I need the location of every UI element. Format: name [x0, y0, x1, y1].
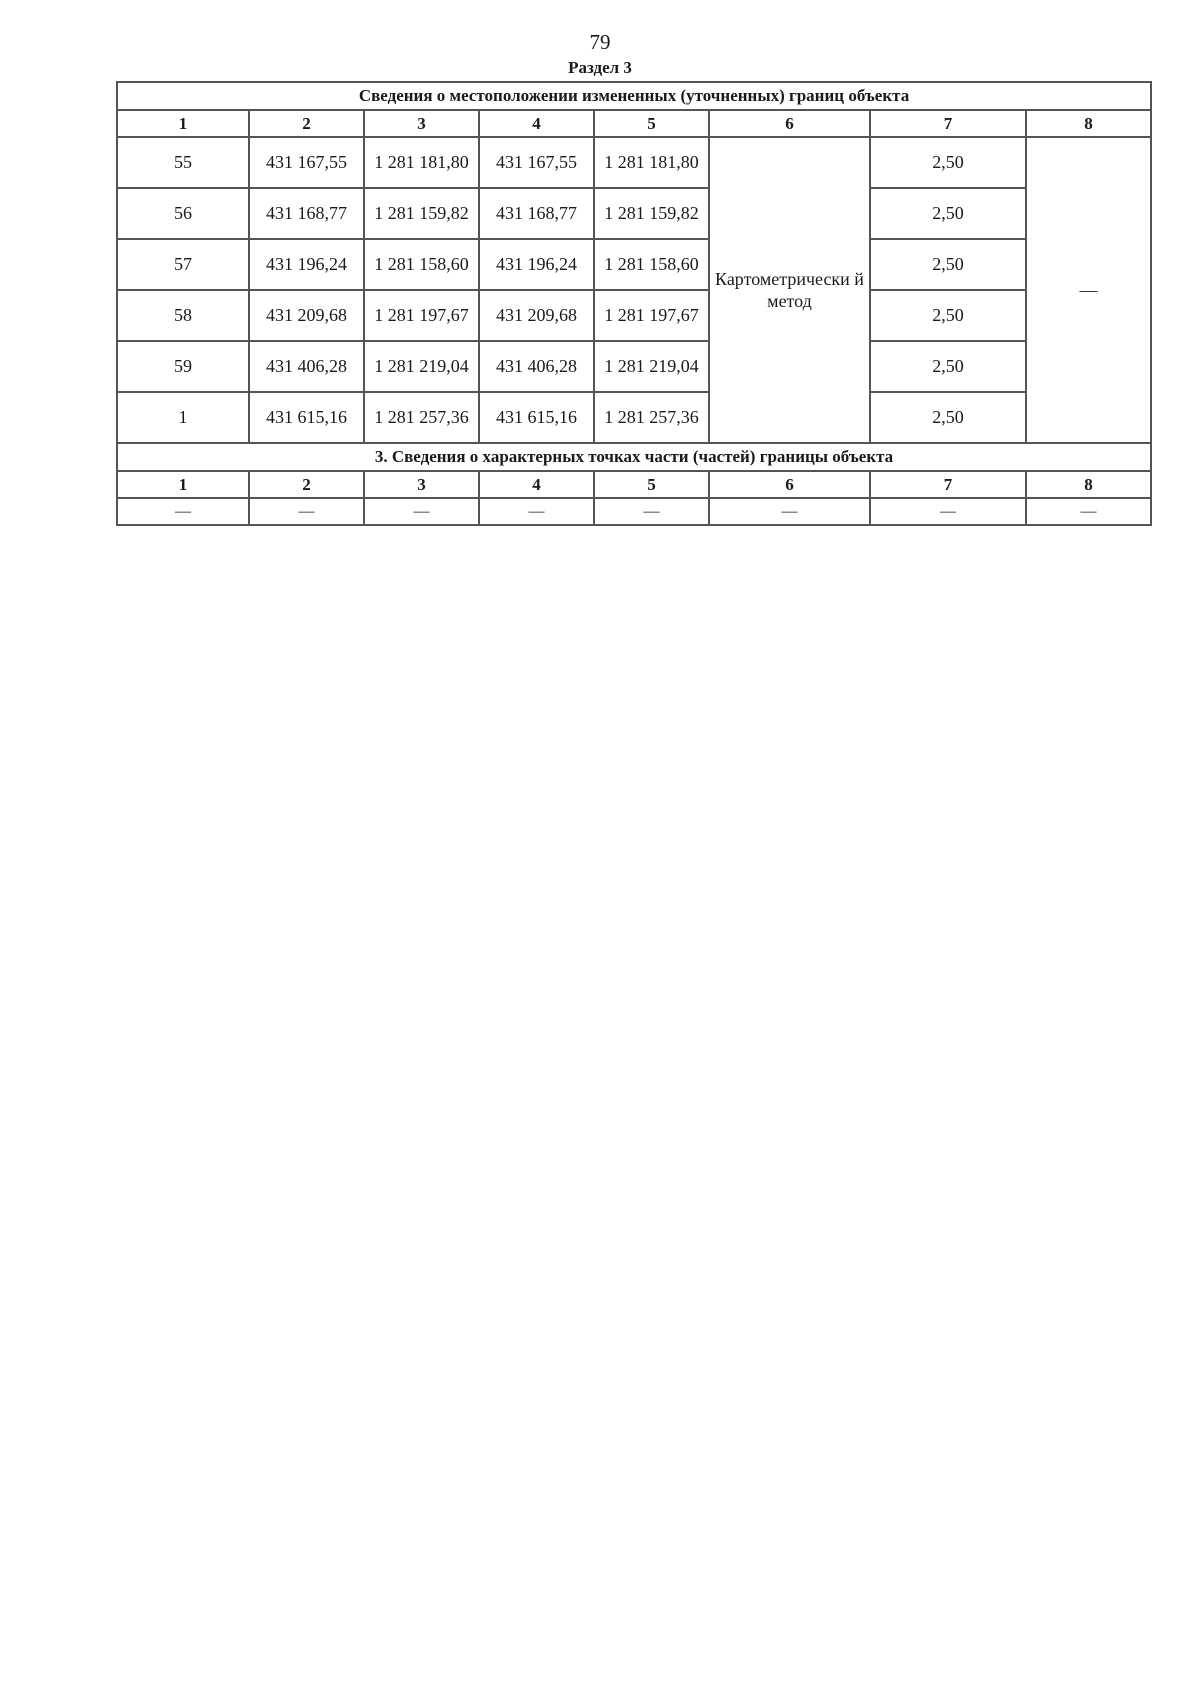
column-number: 3 — [364, 110, 479, 137]
column-number: 8 — [1026, 110, 1151, 137]
table-row — [117, 392, 1151, 443]
table-title-row — [117, 82, 1151, 110]
empty-dash: — — [249, 498, 364, 525]
table-row — [117, 290, 1151, 341]
accuracy-value: 2,50 — [870, 188, 1026, 239]
coordinate-x-updated: 431 167,55 — [479, 137, 594, 188]
column-number: 1 — [117, 471, 249, 498]
subsection-title-row — [117, 443, 1151, 471]
column-number: 6 — [709, 110, 870, 137]
subsection-empty-row — [117, 498, 1151, 525]
empty-dash: — — [594, 498, 709, 525]
coordinate-x-updated: 431 209,68 — [479, 290, 594, 341]
boundary-table — [116, 81, 1152, 526]
column-number: 2 — [249, 471, 364, 498]
coordinate-y-existing: 1 281 159,82 — [364, 188, 479, 239]
point-number: 57 — [117, 239, 249, 290]
table-row — [117, 341, 1151, 392]
column-number: 4 — [479, 110, 594, 137]
coordinate-y-updated: 1 281 257,36 — [594, 392, 709, 443]
coordinate-x-updated: 431 196,24 — [479, 239, 594, 290]
column-number: 5 — [594, 110, 709, 137]
coordinate-x-existing: 431 168,77 — [249, 188, 364, 239]
empty-dash: — — [364, 498, 479, 525]
subsection-title: 3. Сведения о характерных точках части (частей) границы объекта — [117, 443, 1151, 471]
column-number: 6 — [709, 471, 870, 498]
coordinate-x-updated: 431 406,28 — [479, 341, 594, 392]
table-row — [117, 188, 1151, 239]
column-number: 5 — [594, 471, 709, 498]
column-number: 1 — [117, 110, 249, 137]
table-title: Сведения о местоположении измененных (уточненных) границ объекта — [117, 82, 1151, 110]
coordinate-x-existing: 431 406,28 — [249, 341, 364, 392]
coordinate-y-updated: 1 281 219,04 — [594, 341, 709, 392]
coordinate-y-existing: 1 281 158,60 — [364, 239, 479, 290]
coordinate-x-existing: 431 167,55 — [249, 137, 364, 188]
accuracy-value: 2,50 — [870, 392, 1026, 443]
coordinate-x-existing: 431 196,24 — [249, 239, 364, 290]
col8-cell: — — [1026, 137, 1151, 443]
column-number: 8 — [1026, 471, 1151, 498]
empty-dash: — — [1026, 498, 1151, 525]
table-row — [117, 239, 1151, 290]
empty-dash: — — [870, 498, 1026, 525]
column-number: 2 — [249, 110, 364, 137]
subsection-column-number-row — [117, 471, 1151, 498]
accuracy-value: 2,50 — [870, 341, 1026, 392]
page-number: 79 — [589, 30, 611, 54]
coordinate-y-existing: 1 281 197,67 — [364, 290, 479, 341]
column-number: 7 — [870, 110, 1026, 137]
accuracy-value: 2,50 — [870, 290, 1026, 341]
column-number: 3 — [364, 471, 479, 498]
coordinate-y-existing: 1 281 219,04 — [364, 341, 479, 392]
point-number: 55 — [117, 137, 249, 188]
section-title: Раздел 3 — [568, 58, 632, 77]
coordinate-y-updated: 1 281 158,60 — [594, 239, 709, 290]
coordinate-x-updated: 431 615,16 — [479, 392, 594, 443]
coordinate-y-existing: 1 281 181,80 — [364, 137, 479, 188]
column-number: 4 — [479, 471, 594, 498]
empty-dash: — — [709, 498, 870, 525]
table-row — [117, 137, 1151, 188]
point-number: 1 — [117, 392, 249, 443]
coordinate-x-updated: 431 168,77 — [479, 188, 594, 239]
coordinate-y-updated: 1 281 159,82 — [594, 188, 709, 239]
coordinate-y-updated: 1 281 181,80 — [594, 137, 709, 188]
coordinate-y-existing: 1 281 257,36 — [364, 392, 479, 443]
point-number: 58 — [117, 290, 249, 341]
column-number: 7 — [870, 471, 1026, 498]
empty-dash: — — [479, 498, 594, 525]
accuracy-value: 2,50 — [870, 137, 1026, 188]
coordinate-y-updated: 1 281 197,67 — [594, 290, 709, 341]
accuracy-value: 2,50 — [870, 239, 1026, 290]
method-cell: Картометрически й метод — [709, 137, 870, 443]
column-number-row — [117, 110, 1151, 137]
coordinate-x-existing: 431 209,68 — [249, 290, 364, 341]
point-number: 56 — [117, 188, 249, 239]
coordinate-x-existing: 431 615,16 — [249, 392, 364, 443]
point-number: 59 — [117, 341, 249, 392]
empty-dash: — — [117, 498, 249, 525]
